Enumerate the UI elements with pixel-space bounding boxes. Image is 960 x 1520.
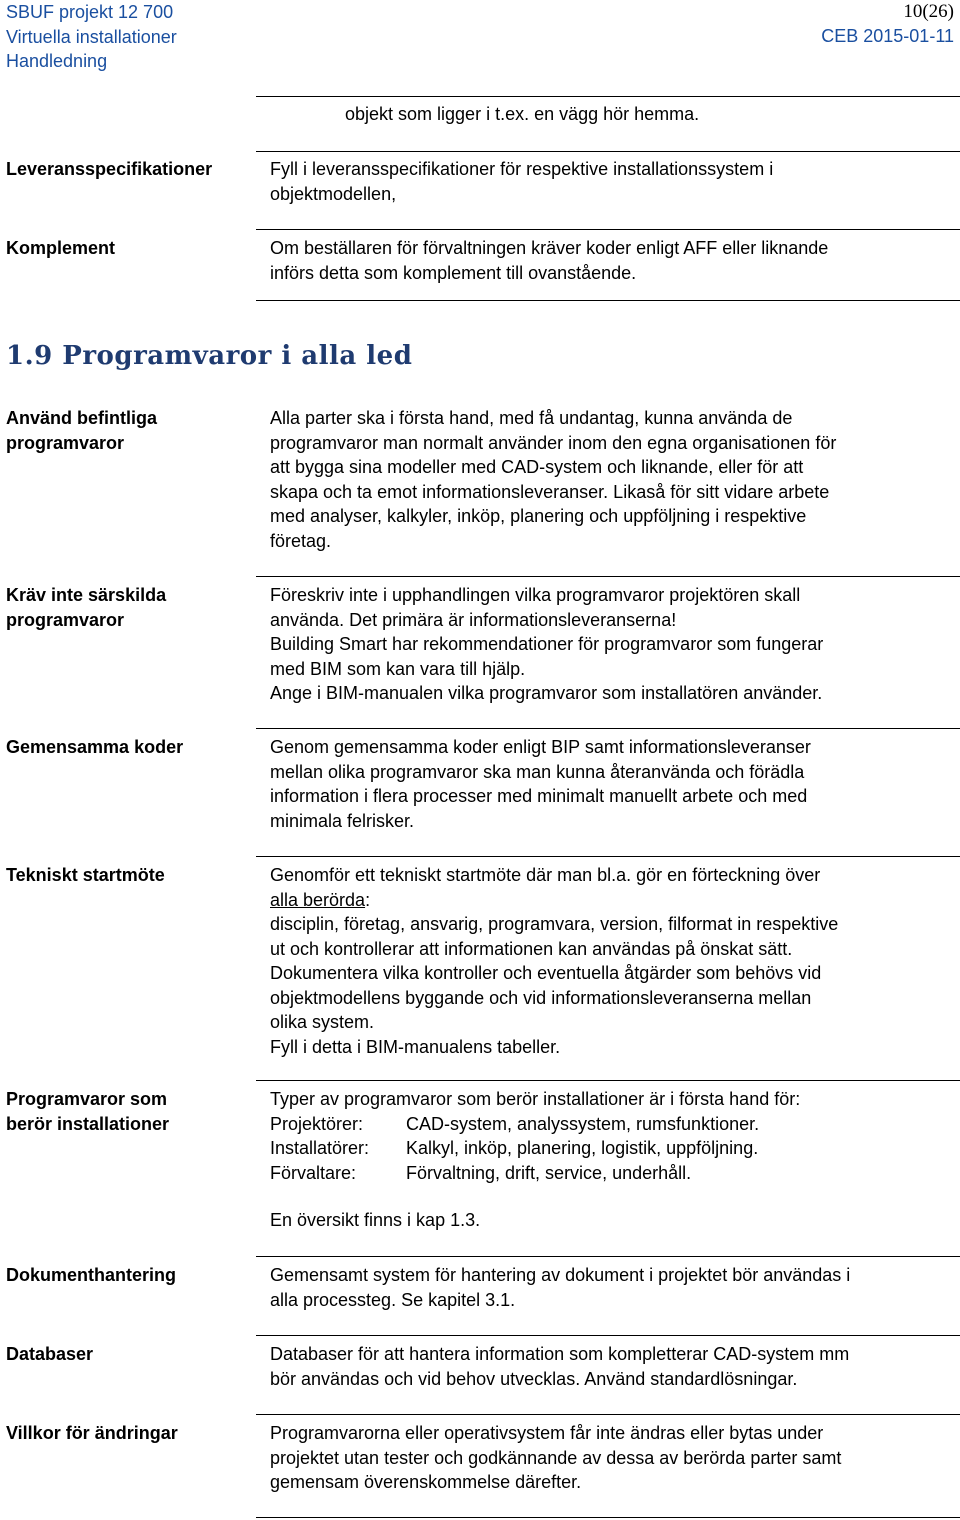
row-label: Dokumenthantering [6,1265,177,1285]
text-line: projektet utan tester och godkännande av dessa av berörda parter samt [270,1447,842,1468]
role-name: Projektörer: [270,1113,364,1134]
row-text [270,1263,960,1312]
text-line: programvaror man normalt använder inom den egna organisationen för [270,432,837,453]
text-line: att bygga sina modeller med CAD-system och liknande, eller för att [270,457,804,477]
text-line: skapa och ta emot informationsleveranser. Likaså för sitt vidare arbete [270,481,830,502]
row-label: Databaser [6,1344,94,1364]
text-line: Typer av programvaror som berör installationer är i första hand för: [270,1089,801,1109]
divider [256,728,960,729]
row-text [270,406,960,553]
text-line: Dokumentera vilka kontroller och eventuella åtgärder som behövs vid [270,963,822,983]
header-subtitle: Handledning [6,51,108,71]
row-text [270,1087,960,1185]
label-line: programvaror [6,432,125,453]
divider [256,1335,960,1336]
row-label [6,406,157,455]
label-line: programvaror [6,609,125,630]
text-line: använda. Det primära är informationsleveranserna! [270,609,677,630]
row-text [270,583,960,706]
text-line: ut och kontrollerar att informationen kan användas på önskat sätt. [270,938,793,959]
text-line: Fyll i leveransspecifikationer för respektive installationssystem i [270,159,774,179]
overview-text: En översikt finns i kap 1.3. [270,1210,481,1230]
divider [256,576,960,577]
text-line: med analyser, kalkyler, inköp, planering och uppföljning i respektive [270,506,807,526]
row-text [270,735,960,833]
underlined-text: alla berörda [270,889,366,910]
label-line: Kräv inte särskilda [6,585,167,605]
row-label [6,583,166,632]
text-line: Föreskriv inte i upphandlingen vilka programvaror projektören skall [270,585,801,605]
label-line: Gemensamma koder [6,737,184,757]
label-line: Använd befintliga [6,408,158,428]
text-line: med BIM som kan vara till hjälp. [270,658,526,679]
section-number: 1.9 [6,341,53,371]
row-label: Tekniskt startmöte [6,865,165,885]
row-label [6,735,183,760]
row-text [270,1421,960,1495]
section-title: Programvaror i alla led [62,341,413,371]
text-line [270,888,960,913]
text-line: Building Smart har rekommendationer för programvaror som fungerar [270,634,824,654]
row-text [270,863,960,1059]
divider [256,1517,960,1518]
page-number: 10(26) [903,1,954,22]
divider [256,856,960,857]
row-text [270,236,960,285]
row-label [6,1087,169,1136]
divider [256,1256,960,1257]
role-desc: CAD-system, analyssystem, rumsfunktioner. [406,1113,760,1134]
text-line: införs detta som komplement till ovanstående. [270,262,637,283]
text-line: Genomför ett tekniskt startmöte där man bl.a. gör en förteckning över [270,865,821,885]
label-line: berör installationer [6,1113,170,1134]
divider [256,1414,960,1415]
text-line: gemensam överenskommelse därefter. [270,1472,582,1492]
row-label: Leveransspecifikationer [6,159,213,179]
row-text [270,157,960,206]
header-left [6,0,177,74]
divider [256,151,960,152]
divider [256,300,960,301]
roles-list [270,1112,960,1186]
text-line: objektmodellen, [270,183,397,204]
row-text [270,1342,960,1391]
text-line: Om beställaren för förvaltningen kräver koder enligt AFF eller liknande [270,238,829,258]
text-line: bör användas och vid behov utvecklas. Använd standardlösningar. [270,1368,798,1389]
header-project: SBUF projekt 12 700 [6,2,174,22]
text-line: objektmodellens byggande och vid informationsleveranserna mellan [270,987,812,1008]
text-line: Databaser för att hantera information som kompletterar CAD-system mm [270,1344,850,1364]
section-heading [6,336,412,376]
text-line: mellan olika programvaror ska man kunna återanvända och förädla [270,761,805,782]
role-desc: Kalkyl, inköp, planering, logistik, uppföljning. [406,1138,759,1158]
colon: : [365,889,371,910]
text-line: disciplin, företag, ansvarig, programvara, version, filformat in respektive [270,914,839,934]
header-title: Virtuella installationer [6,26,177,47]
text-line: Gemensamt system för hantering av dokument i projektet bör användas i [270,1265,851,1285]
row-label: Villkor för ändringar [6,1423,178,1443]
text-line: information i flera processer med minimalt manuellt arbete och med [270,786,808,806]
text-line: olika system. [270,1012,375,1032]
text-line: Ange i BIM-manualen vilka programvaror som installatören använder. [270,683,823,703]
role-desc: Förvaltning, drift, service, underhåll. [406,1162,692,1183]
row-label: Komplement [6,238,116,258]
divider [256,229,960,230]
text-line: Programvarorna eller operativsystem får inte ändras eller bytas under [270,1423,824,1443]
page-header [0,0,960,72]
text-line: minimala felrisker. [270,810,415,831]
text-line: alla processteg. Se kapitel 3.1. [270,1289,516,1310]
text-line: Genom gemensamma koder enligt BIP samt informationsleveranser [270,737,811,757]
text-line: Alla parter ska i första hand, med få undantag, kunna använda de [270,408,793,428]
role-name: Förvaltare: [270,1162,357,1183]
continuation-text: objekt som ligger i t.ex. en vägg hör hemma. [345,104,700,124]
label-line: Programvaror som [6,1089,168,1109]
role-name: Installatörer: [270,1138,370,1158]
text-line: företag. [270,530,332,551]
divider [256,96,960,97]
text-line: Fyll i detta i BIM-manualens tabeller. [270,1036,561,1057]
divider [256,1080,960,1081]
header-date: CEB 2015-01-11 [821,26,954,46]
